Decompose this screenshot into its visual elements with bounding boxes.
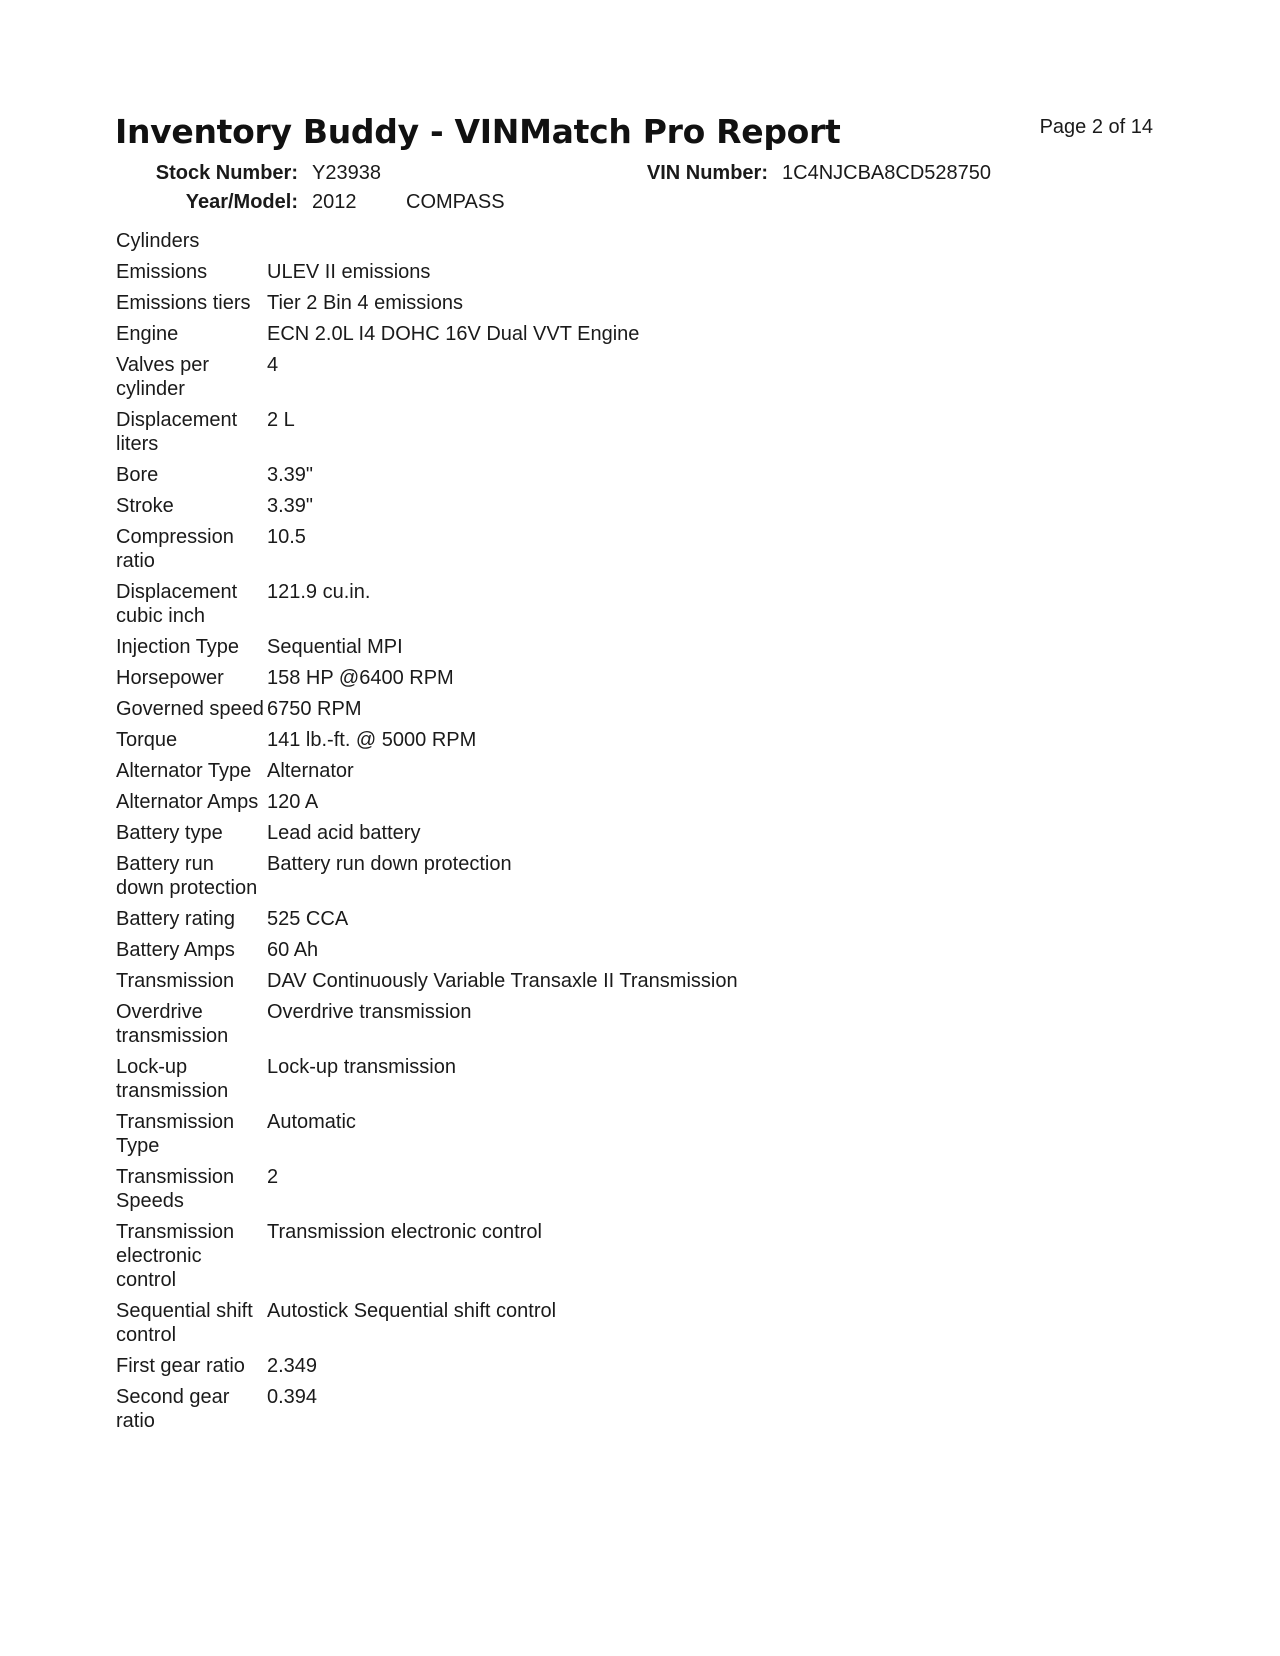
vin-number-value: 1C4NJCBA8CD528750 bbox=[782, 162, 992, 184]
spec-value: ULEV II emissions bbox=[267, 261, 431, 283]
spec-label: Emissions tiers bbox=[116, 292, 251, 314]
spec-value: 2 L bbox=[267, 409, 295, 431]
spec-label: Battery type bbox=[116, 822, 223, 844]
spec-label: Second gear ratio bbox=[116, 1386, 230, 1432]
spec-value: 10.5 bbox=[267, 526, 306, 548]
spec-label: Transmission Type bbox=[116, 1111, 235, 1157]
spec-value: Overdrive transmission bbox=[267, 1001, 472, 1023]
spec-row bbox=[116, 1217, 738, 1296]
spec-value: DAV Continuously Variable Transaxle II Transmission bbox=[267, 970, 738, 992]
spec-row bbox=[116, 849, 738, 904]
spec-label: Transmission electronic control bbox=[116, 1221, 235, 1291]
spec-value: Lead acid battery bbox=[267, 822, 421, 844]
spec-row bbox=[116, 1052, 738, 1107]
spec-label: Cylinders bbox=[116, 230, 200, 252]
stock-number-label: Stock Number: bbox=[155, 162, 298, 184]
spec-value bbox=[267, 226, 738, 257]
spec-row bbox=[116, 818, 738, 849]
spec-label: Governed speed bbox=[116, 698, 264, 720]
report-title: Inventory Buddy - VINMatch Pro Report bbox=[115, 112, 841, 151]
model-value: COMPASS bbox=[406, 191, 505, 213]
spec-value: Automatic bbox=[267, 1111, 356, 1133]
spec-row bbox=[116, 1107, 738, 1162]
spec-label: Valves per cylinder bbox=[116, 354, 210, 400]
spec-label: Transmission bbox=[116, 970, 235, 992]
spec-label: Stroke bbox=[116, 495, 174, 517]
year-model-label: Year/Model: bbox=[185, 191, 298, 213]
spec-value: 6750 RPM bbox=[267, 698, 362, 720]
spec-row bbox=[116, 226, 738, 257]
spec-row bbox=[116, 694, 738, 725]
spec-label: Battery run down protection bbox=[116, 853, 258, 899]
spec-value: Tier 2 Bin 4 emissions bbox=[267, 292, 463, 314]
spec-label: Injection Type bbox=[116, 636, 240, 658]
spec-value: 3.39" bbox=[267, 495, 314, 517]
spec-label: First gear ratio bbox=[116, 1355, 245, 1377]
spec-value: 4 bbox=[267, 354, 279, 376]
spec-value: 158 HP @6400 RPM bbox=[267, 667, 454, 689]
spec-label: Engine bbox=[116, 323, 179, 345]
spec-value: 121.9 cu.in. bbox=[267, 581, 371, 603]
spec-value: Sequential MPI bbox=[267, 636, 403, 658]
spec-label: Battery Amps bbox=[116, 939, 235, 961]
spec-label: Lock-up transmission bbox=[116, 1056, 229, 1102]
spec-label: Alternator Amps bbox=[116, 791, 259, 813]
spec-row bbox=[116, 904, 738, 935]
spec-value: Lock-up transmission bbox=[267, 1056, 456, 1078]
spec-row bbox=[116, 1382, 738, 1437]
spec-row bbox=[116, 997, 738, 1052]
spec-row bbox=[116, 491, 738, 522]
spec-row bbox=[116, 350, 738, 405]
spec-table bbox=[116, 226, 738, 1437]
spec-label: Displacement cubic inch bbox=[116, 581, 238, 627]
spec-value: 3.39" bbox=[267, 464, 314, 486]
spec-label: Overdrive transmission bbox=[116, 1001, 229, 1047]
page-number: Page 2 of 14 bbox=[1039, 116, 1153, 138]
spec-value: 0.394 bbox=[267, 1386, 318, 1408]
spec-value: 2 bbox=[267, 1166, 279, 1188]
spec-value: ECN 2.0L I4 DOHC 16V Dual VVT Engine bbox=[267, 323, 640, 345]
spec-row bbox=[116, 1351, 738, 1382]
spec-row bbox=[116, 935, 738, 966]
spec-table-body bbox=[116, 226, 738, 1437]
spec-value: Autostick Sequential shift control bbox=[267, 1300, 557, 1322]
spec-label: Alternator Type bbox=[116, 760, 252, 782]
spec-row bbox=[116, 319, 738, 350]
spec-value: Battery run down protection bbox=[267, 853, 512, 875]
spec-row bbox=[116, 405, 738, 460]
spec-label: Battery rating bbox=[116, 908, 235, 930]
spec-label: Horsepower bbox=[116, 667, 224, 689]
spec-label: Torque bbox=[116, 729, 178, 751]
spec-row bbox=[116, 1296, 738, 1351]
stock-number-value: Y23938 bbox=[312, 162, 381, 184]
spec-label: Compression ratio bbox=[116, 526, 234, 572]
vin-number-label: VIN Number: bbox=[646, 162, 768, 184]
spec-row bbox=[116, 966, 738, 997]
spec-value: Transmission electronic control bbox=[267, 1221, 542, 1243]
spec-value: Alternator bbox=[267, 760, 354, 782]
spec-label: Emissions bbox=[116, 261, 208, 283]
spec-row bbox=[116, 288, 738, 319]
spec-value: 120 A bbox=[267, 791, 319, 813]
spec-row bbox=[116, 257, 738, 288]
spec-label: Bore bbox=[116, 464, 159, 486]
spec-row bbox=[116, 460, 738, 491]
spec-row bbox=[116, 787, 738, 818]
year-value: 2012 bbox=[312, 191, 357, 213]
spec-label: Displacement liters bbox=[116, 409, 238, 455]
spec-row bbox=[116, 522, 738, 577]
spec-label: Transmission Speeds bbox=[116, 1166, 235, 1212]
spec-row bbox=[116, 577, 738, 632]
spec-row bbox=[116, 663, 738, 694]
spec-value: 141 lb.-ft. @ 5000 RPM bbox=[267, 729, 477, 751]
spec-value: 2.349 bbox=[267, 1355, 318, 1377]
spec-value: 525 CCA bbox=[267, 908, 349, 930]
spec-row bbox=[116, 1162, 738, 1217]
spec-value: 60 Ah bbox=[267, 939, 319, 961]
spec-row bbox=[116, 756, 738, 787]
spec-label: Sequential shift control bbox=[116, 1300, 253, 1346]
spec-row bbox=[116, 632, 738, 663]
spec-row bbox=[116, 725, 738, 756]
